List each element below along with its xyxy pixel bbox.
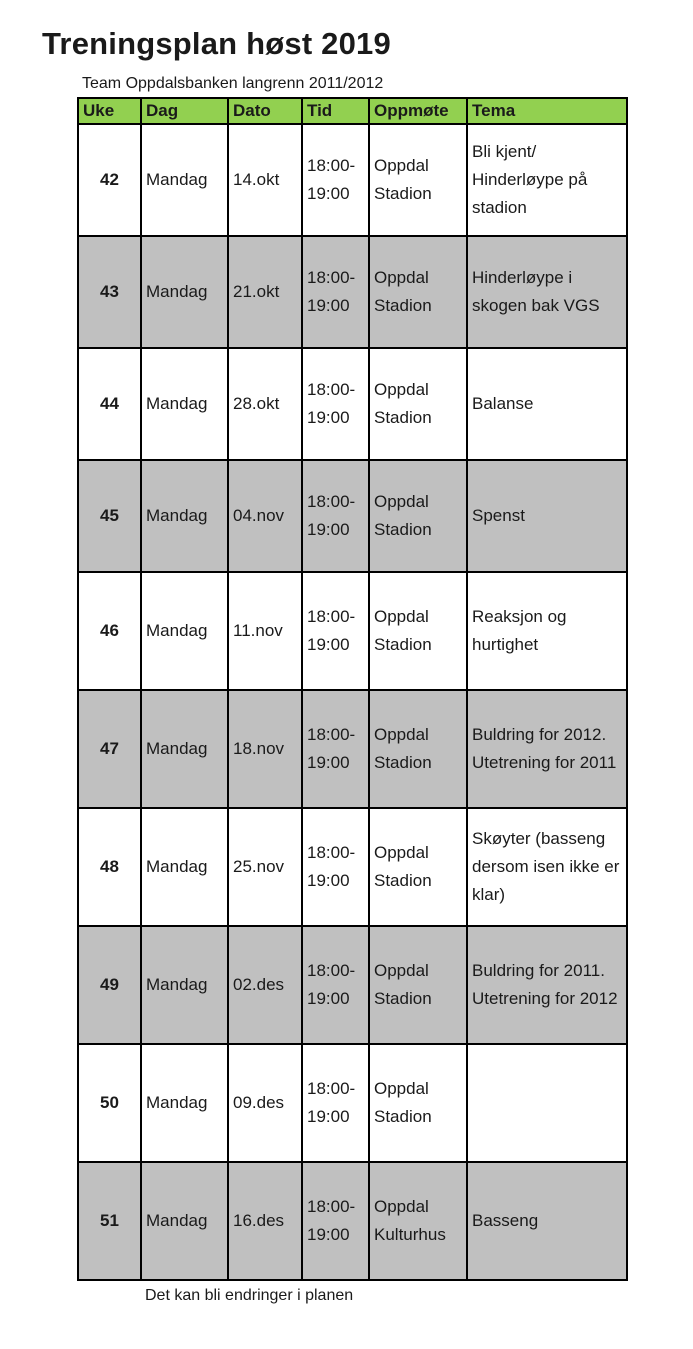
table-row bbox=[78, 236, 627, 348]
cell-tema bbox=[467, 1044, 627, 1162]
cell-uke: 48 bbox=[78, 808, 141, 926]
cell-dag: Mandag bbox=[141, 1044, 228, 1162]
team-subtitle: Team Oppdalsbanken langrenn 2011/2012 bbox=[82, 75, 384, 92]
cell-dag: Mandag bbox=[141, 926, 228, 1044]
cell-tema: Hinderløype i skogen bak VGS bbox=[467, 236, 627, 348]
cell-tid: 18:00-19:00 bbox=[302, 1162, 369, 1280]
header-oppmote: Oppmøte bbox=[369, 98, 467, 124]
cell-uke: 51 bbox=[78, 1162, 141, 1280]
cell-tid: 18:00-19:00 bbox=[302, 808, 369, 926]
cell-dag: Mandag bbox=[141, 1162, 228, 1280]
cell-tema: Balanse bbox=[467, 348, 627, 460]
cell-dag: Mandag bbox=[141, 808, 228, 926]
table-row bbox=[78, 1162, 627, 1280]
cell-uke: 46 bbox=[78, 572, 141, 690]
cell-uke: 45 bbox=[78, 460, 141, 572]
header-uke: Uke bbox=[78, 98, 141, 124]
table-row bbox=[78, 572, 627, 690]
cell-tema: Buldring for 2012. Utetrening for 2011 bbox=[467, 690, 627, 808]
cell-tema: Buldring for 2011. Utetrening for 2012 bbox=[467, 926, 627, 1044]
cell-tid: 18:00-19:00 bbox=[302, 1044, 369, 1162]
table-row bbox=[78, 1044, 627, 1162]
footer-note: Det kan bli endringer i planen bbox=[145, 1287, 354, 1304]
header-dato: Dato bbox=[228, 98, 302, 124]
cell-dag: Mandag bbox=[141, 460, 228, 572]
table-row bbox=[78, 348, 627, 460]
cell-tid: 18:00-19:00 bbox=[302, 690, 369, 808]
cell-uke: 47 bbox=[78, 690, 141, 808]
table-row bbox=[78, 690, 627, 808]
cell-uke: 50 bbox=[78, 1044, 141, 1162]
cell-tid: 18:00-19:00 bbox=[302, 460, 369, 572]
cell-tid: 18:00-19:00 bbox=[302, 572, 369, 690]
cell-oppmote: Oppdal Stadion bbox=[369, 348, 467, 460]
cell-oppmote: Oppdal Stadion bbox=[369, 236, 467, 348]
cell-dato: 02.des bbox=[228, 926, 302, 1044]
cell-dag: Mandag bbox=[141, 124, 228, 236]
cell-tid: 18:00-19:00 bbox=[302, 348, 369, 460]
cell-dag: Mandag bbox=[141, 572, 228, 690]
table-row bbox=[78, 124, 627, 236]
cell-dag: Mandag bbox=[141, 348, 228, 460]
cell-tid: 18:00-19:00 bbox=[302, 124, 369, 236]
cell-tema: Spenst bbox=[467, 460, 627, 572]
cell-tema: Basseng bbox=[467, 1162, 627, 1280]
table-row bbox=[78, 460, 627, 572]
cell-oppmote: Oppdal Stadion bbox=[369, 124, 467, 236]
cell-dato: 25.nov bbox=[228, 808, 302, 926]
cell-uke: 44 bbox=[78, 348, 141, 460]
cell-dato: 21.okt bbox=[228, 236, 302, 348]
cell-tema: Reaksjon og hurtighet bbox=[467, 572, 627, 690]
cell-tema: Bli kjent/ Hinderløype på stadion bbox=[467, 124, 627, 236]
cell-tid: 18:00-19:00 bbox=[302, 236, 369, 348]
training-schedule-table bbox=[77, 97, 628, 1281]
header-tid: Tid bbox=[302, 98, 369, 124]
cell-oppmote: Oppdal Stadion bbox=[369, 926, 467, 1044]
cell-dato: 11.nov bbox=[228, 572, 302, 690]
cell-uke: 49 bbox=[78, 926, 141, 1044]
table-row bbox=[78, 808, 627, 926]
cell-dato: 18.nov bbox=[228, 690, 302, 808]
header-dag: Dag bbox=[141, 98, 228, 124]
cell-dato: 04.nov bbox=[228, 460, 302, 572]
page-title: Treningsplan høst 2019 bbox=[42, 26, 391, 61]
cell-oppmote: Oppdal Stadion bbox=[369, 460, 467, 572]
cell-tema: Skøyter (basseng dersom isen ikke er klar) bbox=[467, 808, 627, 926]
table-row bbox=[78, 926, 627, 1044]
table-header-row bbox=[78, 98, 627, 124]
cell-uke: 42 bbox=[78, 124, 141, 236]
cell-oppmote: Oppdal Stadion bbox=[369, 808, 467, 926]
cell-dato: 28.okt bbox=[228, 348, 302, 460]
cell-dag: Mandag bbox=[141, 236, 228, 348]
cell-oppmote: Oppdal Stadion bbox=[369, 1044, 467, 1162]
cell-tid: 18:00-19:00 bbox=[302, 926, 369, 1044]
cell-oppmote: Oppdal Kulturhus bbox=[369, 1162, 467, 1280]
header-tema: Tema bbox=[467, 98, 627, 124]
cell-dag: Mandag bbox=[141, 690, 228, 808]
cell-dato: 14.okt bbox=[228, 124, 302, 236]
cell-dato: 16.des bbox=[228, 1162, 302, 1280]
cell-uke: 43 bbox=[78, 236, 141, 348]
cell-oppmote: Oppdal Stadion bbox=[369, 690, 467, 808]
cell-oppmote: Oppdal Stadion bbox=[369, 572, 467, 690]
cell-dato: 09.des bbox=[228, 1044, 302, 1162]
